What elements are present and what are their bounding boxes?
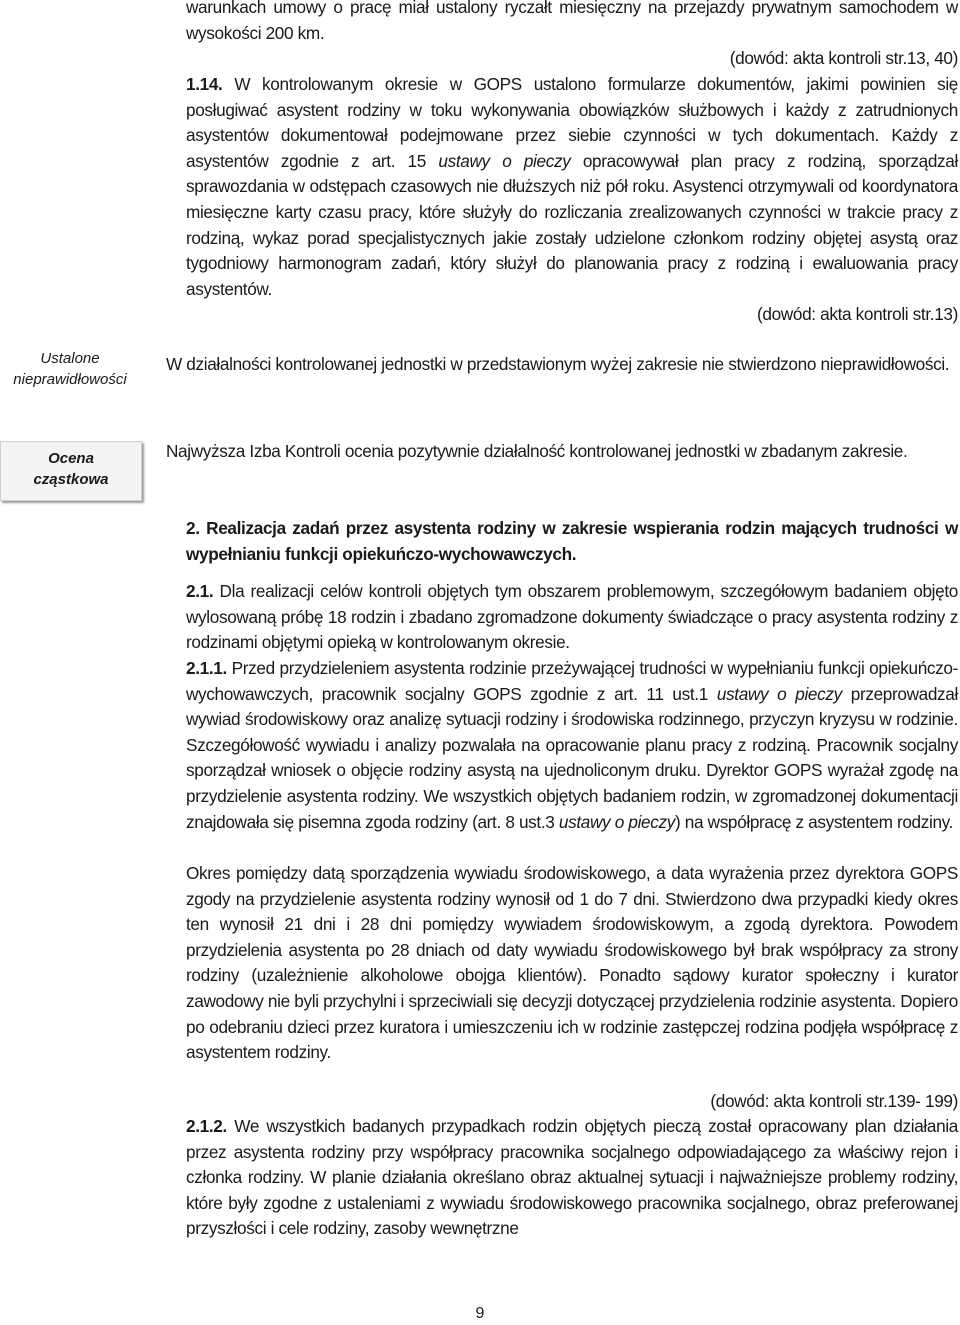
paragraph-2-1-1 bbox=[186, 656, 958, 835]
evidence-ref-1-14: (dowód: akta kontroli str.13) bbox=[757, 304, 958, 324]
side-label-line: cząstkowa bbox=[33, 471, 109, 488]
paragraph-text: We wszystkich badanych przypadkach rodzin objętych pieczą został opracowany plan działania przez asystenta rodziny przy współpracy pracownika socjalnego odpowiadającego za właściwy rejon i członka rodziny. W planie działania określano obraz aktualnej sytuacji i najważniejsze problemy rodziny, które były zgodne z ustaleniami z wywiadu środowiskowego pracownika socjalnego, obraz preferowanej przyszłości i cele rodziny, zasoby wewnętrzne bbox=[186, 1116, 958, 1239]
law-reference: ustawy o pieczy bbox=[438, 150, 571, 171]
paragraph-text: Dla realizacji celów kontroli objętych tym obszarem problemowym, szczegółowym badaniem objęto wylosowaną próbę 18 rodzin i zbadano zgromadzone dokumenty świadczące o pracy asystenta rodziny z rodzinami objętymi opieką w kontrolowanym okresie. bbox=[186, 581, 958, 653]
side-label-assessment bbox=[0, 441, 142, 501]
law-reference: ustawy o pieczy bbox=[716, 683, 842, 704]
side-label-line: Ocena bbox=[48, 450, 94, 467]
paragraph-number: 2.1.2. bbox=[186, 1116, 227, 1136]
law-reference: ustawy o pieczy bbox=[558, 811, 675, 832]
paragraph-number: 1.14. bbox=[186, 74, 223, 94]
paragraph-1-14 bbox=[186, 72, 958, 302]
page-number: 9 bbox=[475, 1305, 485, 1322]
paragraph-number: 2.1.1. bbox=[186, 658, 227, 678]
paragraph-text: ) na współpracę z asystentem rodziny. bbox=[674, 811, 954, 832]
section-number: 2. bbox=[186, 518, 200, 538]
paragraph-text: W kontrolowanym okresie w GOPS ustalono formularze dokumentów, jakimi powinien się posługiwać asystent rodziny w toku wykonywania obowiązków służbowych i każdy z zatrudnionych asystentów dokumentował podejmowane przez siebie czynności w tych dokumentach. Każdy z asystentów zgodnie z art. 15 bbox=[186, 74, 958, 171]
section-2-heading bbox=[186, 516, 958, 567]
paragraph-text: przeprowadzał wywiad środowiskowy oraz analizę sytuacji rodziny i środowiska rodzinnego, przyczyn kryzysu w rodzinie. Szczegółowość wywiadu i analizy pozwalała na opracowanie planu pracy z rodziną. Pracownik socjalny sporządzał wniosek o objęcie rodziny asystą na ujednoliconym druku. Dyrektor GOPS wyrażał zgodę na przydzielenie asystenta rodziny. We wszystkich objętych badaniem rodzin, w zgromadzonej dokumentacji znajdowała się pisemna zgoda rodziny (art. 8 ust.3 bbox=[186, 683, 958, 832]
side-label-line: Ustalone bbox=[40, 350, 100, 367]
paragraph-text: opracowywał plan pracy z rodziną, sporządzał sprawozdania w odstępach czasowych nie dłuższych niż pół roku. Asystenci otrzymywali od koordynatora miesięczne karty czasu pracy, które służyły do rozliczania zrealizowanych czynności w trakcie pracy z rodziną, wykaz porad specjalistycznych jakie zostały udzielone członkom rodziny objętej asystą oraz tygodniowy harmonogram zadań, który służył do planowania pracy z rodziną i ewaluowania pracy asystentów. bbox=[186, 150, 958, 299]
irregularities-text: W działalności kontrolowanej jednostki w przedstawionym wyżej zakresie nie stwierdzono nieprawidłowości. bbox=[166, 354, 950, 374]
section-title: Realizacja zadań przez asystenta rodziny w zakresie wspierania rodzin mających trudności w wypełnianiu funkcji opiekuńczo-wychowawczych. bbox=[186, 518, 958, 564]
side-label-line: nieprawidłowości bbox=[13, 371, 127, 388]
paragraph-2-1-1-part2: Okres pomiędzy datą sporządzenia wywiadu środowiskowego, a data wyrażenia przez dyrektora GOPS zgody na przydzielenie asystenta rodziny wynosił od 1 do 7 dni. Stwierdzono dwa przypadki kiedy okres ten wynosił 21 dni i 28 dni pomiędzy wywiadem środowiskowym, a zgodą dyrektora. Powodem przydzielenia asystenta po 28 dniach od daty wywiadu środowiskowego był brak współpracy za strony rodziny (uzależnienie alkoholowe obojga klientów). Ponadto sądowy kurator społeczny i kurator zawodowy nie byli przychylni i sprzeciwiali się decyzji dotyczącej przydzielenia rodzinie asystenta. Dopiero po odebraniu dzieci przez kuratora i umieszczeniu ich w rodzinie zastępczej rodzina podjęła współpracę z asystentem rodziny. bbox=[186, 863, 958, 1063]
paragraph-number: 2.1. bbox=[186, 581, 214, 601]
paragraph-2-1 bbox=[186, 579, 958, 656]
paragraph-2-1-2 bbox=[186, 1114, 958, 1242]
paragraph-text: Przed przydzieleniem asystenta rodzinie przeżywającej trudności w wypełnianiu funkcji opiekuńczo-wychowawczych, pracownik socjalny GOPS zgodnie z art. 11 ust.1 bbox=[186, 658, 958, 704]
side-label-irregularities bbox=[0, 348, 140, 394]
top-fragment-text: warunkach umowy o pracę miał ustalony ryczałt miesięczny na przejazdy prywatnym samochodem w wysokości 200 km. bbox=[186, 0, 958, 43]
top-fragment-ref: (dowód: akta kontroli str.13, 40) bbox=[729, 48, 958, 68]
evidence-ref-2-1-1: (dowód: akta kontroli str.139- 199) bbox=[710, 1091, 958, 1111]
assessment-text: Najwyższa Izba Kontroli ocenia pozytywnie działalność kontrolowanej jednostki w zbadanym zakresie. bbox=[166, 441, 908, 461]
